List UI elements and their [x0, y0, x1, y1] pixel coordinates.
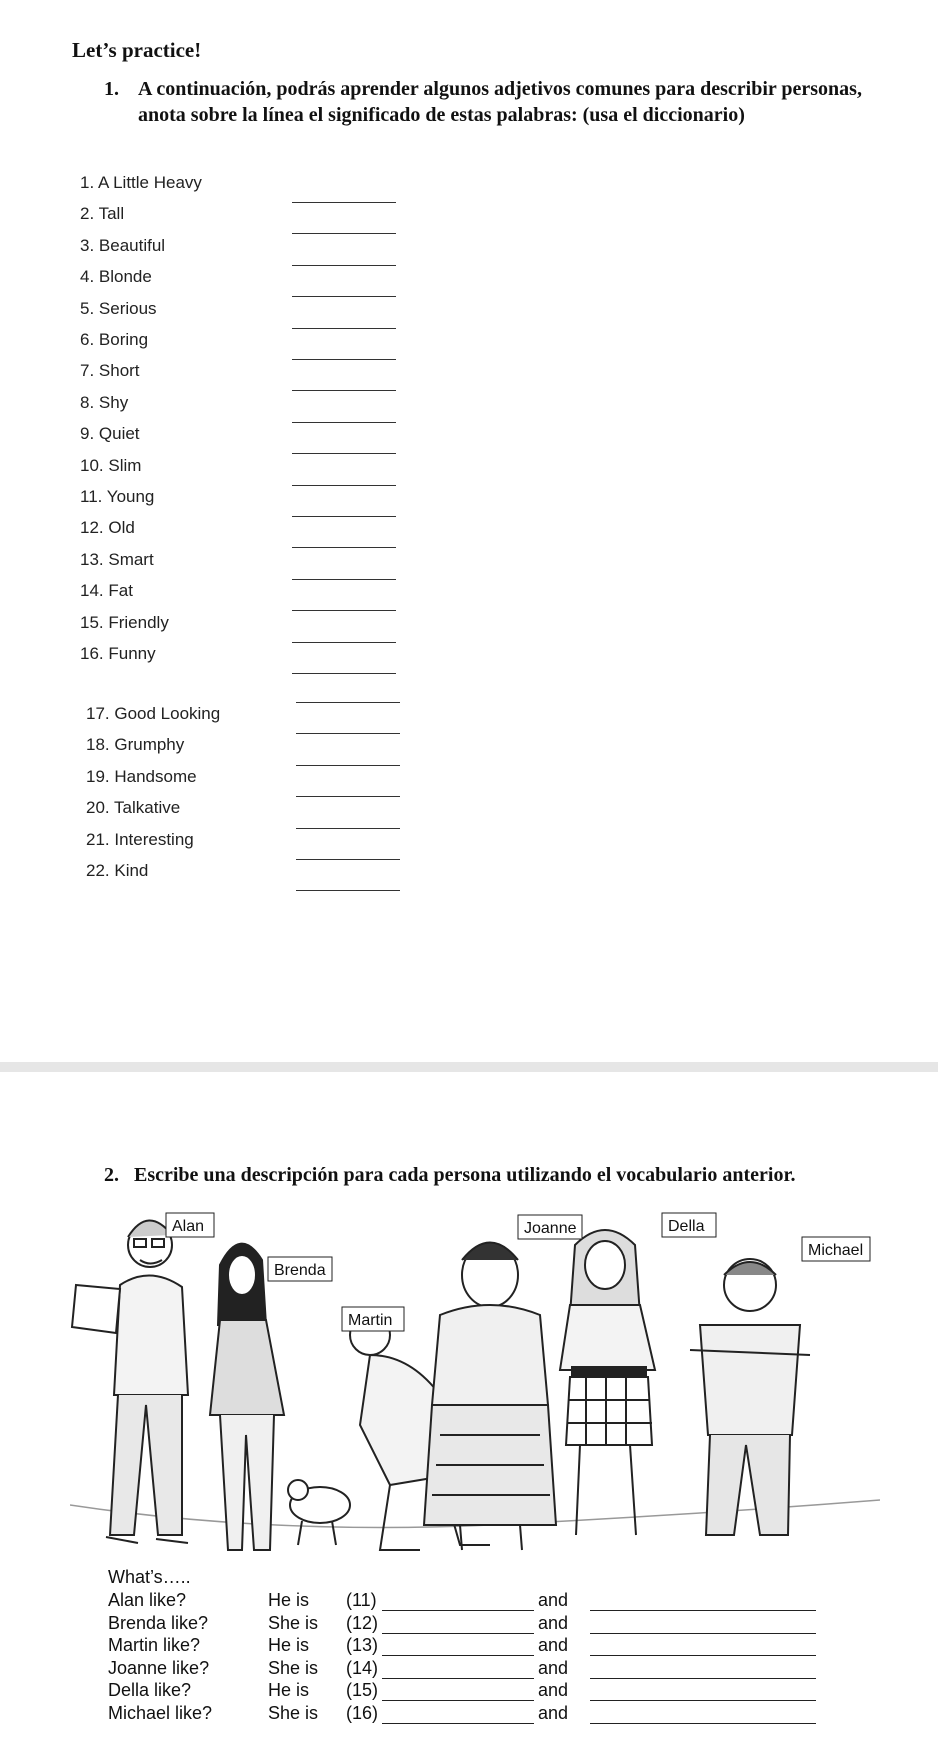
answer-line[interactable]	[292, 673, 396, 674]
answer-blank-1[interactable]	[382, 1723, 534, 1724]
answer-line[interactable]	[292, 359, 396, 360]
row-and: and	[538, 1702, 569, 1723]
row-number: (14)	[346, 1657, 379, 1678]
answer-line[interactable]	[292, 265, 396, 266]
row-number: (15)	[346, 1680, 379, 1700]
exercise-2-instruction	[104, 1164, 796, 1187]
row-pronoun: He is	[268, 1635, 310, 1655]
row-number: (12)	[346, 1612, 379, 1633]
row-pronoun: She is	[268, 1657, 319, 1678]
figure-alan	[72, 1220, 188, 1543]
answer-line[interactable]	[296, 828, 400, 829]
exercise-1-instruction	[104, 76, 884, 128]
vocab-word: 3. Beautiful	[80, 235, 166, 255]
answer-blank-1[interactable]	[382, 1633, 534, 1634]
row-pronoun: She is	[268, 1612, 319, 1633]
exercise-2-number: 2.	[104, 1164, 119, 1186]
vocab-word: 7. Short	[80, 361, 140, 381]
answer-blank-1[interactable]	[382, 1678, 534, 1679]
row-question: Della like?	[108, 1680, 192, 1700]
label-martin: Martin	[348, 1312, 393, 1329]
label-alan: Alan	[172, 1218, 205, 1235]
vocab-word: 5. Serious	[80, 298, 157, 318]
vocab-word: 18. Grumphy	[86, 735, 185, 755]
exercise-1-number: 1.	[104, 78, 119, 100]
vocab-word: 8. Shy	[80, 392, 129, 412]
row-question: Alan like?	[108, 1590, 187, 1610]
answer-line[interactable]	[292, 422, 396, 423]
answer-line[interactable]	[296, 890, 400, 891]
figure-della	[560, 1230, 655, 1535]
figure-joanne	[424, 1243, 556, 1551]
vocab-word: 10. Slim	[80, 455, 142, 475]
row-question: Joanne like?	[108, 1657, 210, 1678]
vocab-word: 9. Quiet	[80, 424, 140, 444]
answer-line[interactable]	[292, 233, 396, 234]
row-number: (11)	[346, 1590, 377, 1610]
row-pronoun: He is	[268, 1590, 310, 1610]
label-joanne: Joanne	[524, 1220, 577, 1237]
row-and: and	[538, 1612, 569, 1633]
vocab-word: 1. A Little Heavy	[80, 173, 202, 192]
answer-line[interactable]	[292, 516, 396, 517]
vocab-word: 4. Blonde	[80, 267, 152, 287]
row-question: Michael like?	[108, 1702, 213, 1723]
answer-blank-1[interactable]	[382, 1655, 534, 1656]
vocab-word: 14. Fat	[80, 581, 133, 601]
row-question: Brenda like?	[108, 1612, 209, 1633]
answer-blank-2[interactable]	[590, 1655, 816, 1656]
answer-line[interactable]	[292, 453, 396, 454]
answer-blank-2[interactable]	[590, 1700, 816, 1701]
answer-blank-2[interactable]	[590, 1723, 816, 1724]
page-divider	[0, 1062, 938, 1072]
whats-prompt: What’s…..	[108, 1567, 191, 1587]
answer-line[interactable]	[296, 859, 400, 860]
characters-illustration	[70, 1205, 880, 1557]
vocab-word: 19. Handsome	[86, 766, 197, 786]
answer-line[interactable]	[296, 702, 400, 703]
answer-line[interactable]	[292, 202, 396, 203]
answer-blank-2[interactable]	[590, 1610, 816, 1611]
vocab-word: 21. Interesting	[86, 829, 194, 849]
row-and: and	[538, 1657, 569, 1678]
row-pronoun: He is	[268, 1680, 310, 1700]
answer-blank-1[interactable]	[382, 1700, 534, 1701]
answer-line[interactable]	[292, 579, 396, 580]
row-and: and	[538, 1635, 569, 1655]
row-pronoun: She is	[268, 1702, 319, 1723]
vocab-word: 22. Kind	[86, 861, 149, 880]
exercise-2-text: Escribe una descripción para cada persona utilizando el vocabulario anterior.	[134, 1164, 796, 1186]
label-brenda: Brenda	[274, 1262, 326, 1279]
vocab-word: 20. Talkative	[86, 798, 181, 818]
answer-line[interactable]	[292, 610, 396, 611]
row-number: (13)	[346, 1635, 379, 1655]
answer-line[interactable]	[292, 642, 396, 643]
row-question: Martin like?	[108, 1635, 201, 1655]
vocab-word: 13. Smart	[80, 549, 154, 569]
answer-line[interactable]	[292, 547, 396, 548]
row-number: (16)	[346, 1702, 379, 1723]
vocab-word: 12. Old	[80, 518, 135, 538]
vocab-word: 15. Friendly	[80, 612, 169, 632]
vocab-word: 6. Boring	[80, 330, 149, 349]
answer-line[interactable]	[292, 296, 396, 297]
row-and: and	[538, 1680, 569, 1700]
answer-line[interactable]	[296, 733, 400, 734]
vocab-word: 11. Young	[80, 487, 155, 506]
answer-blank-2[interactable]	[590, 1678, 816, 1679]
vocab-word: 16. Funny	[80, 644, 156, 663]
answer-line[interactable]	[292, 390, 396, 391]
vocab-word: 17. Good Looking	[86, 704, 221, 723]
answer-blank-1[interactable]	[382, 1610, 534, 1611]
answer-line[interactable]	[296, 796, 400, 797]
page-heading: Let’s practice!	[72, 38, 202, 62]
row-and: and	[538, 1590, 569, 1610]
label-della: Della	[668, 1218, 705, 1235]
figure-michael	[690, 1259, 810, 1535]
answer-line[interactable]	[292, 485, 396, 486]
answer-blank-2[interactable]	[590, 1633, 816, 1634]
answer-line[interactable]	[296, 765, 400, 766]
answer-line[interactable]	[292, 328, 396, 329]
exercise-1-text: A continuación, podrás aprender algunos adjetivos comunes para describir personas, anota sobre la línea el significado de estas palabras: (usa el diccionario)	[138, 78, 862, 126]
label-michael: Michael	[808, 1242, 864, 1259]
vocab-word: 2. Tall	[80, 204, 125, 224]
figure-brenda	[210, 1244, 284, 1550]
